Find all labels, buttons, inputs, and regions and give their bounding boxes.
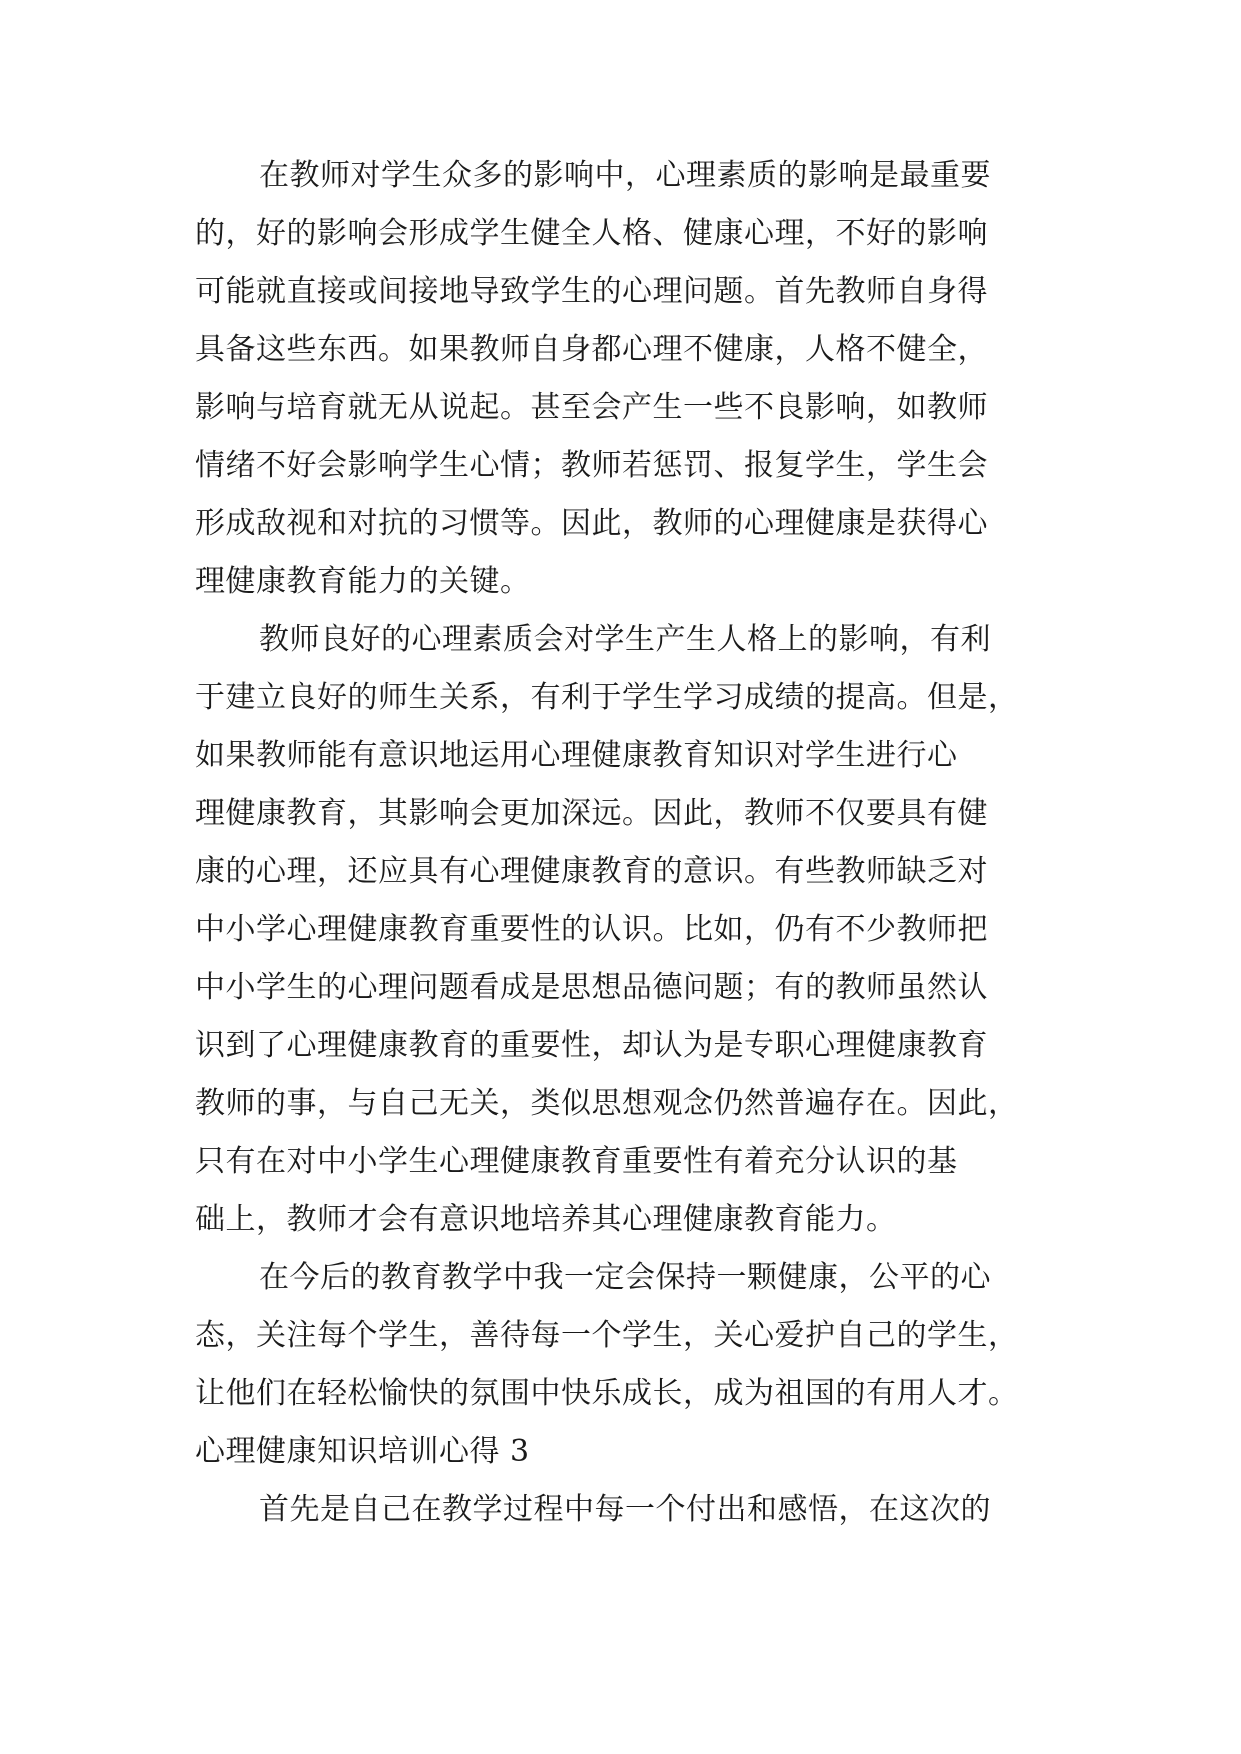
paragraph-1-line-1: 在教师对学生众多的影响中，心理素质的影响是最重要 [259,158,991,193]
paragraph-4-line-1: 首先是自己在教学过程中每一个付出和感悟，在这次的 [259,1492,991,1527]
paragraph-1-line-5: 影响与培育就无从说起。甚至会产生一些不良影响，如教师 [195,390,988,425]
paragraph-2-line-9: 教师的事，与自己无关，类似思想观念仍然普遍存在。因此， [195,1086,1019,1121]
paragraph-2-line-6: 中小学心理健康教育重要性的认识。比如，仍有不少教师把 [195,912,988,947]
paragraph-2-line-10: 只有在对中小学生心理健康教育重要性有着充分认识的基 [195,1144,958,1179]
paragraph-2-line-2: 于建立良好的师生关系，有利于学生学习成绩的提高。但是， [195,680,1019,715]
paragraph-1-line-2: 的，好的影响会形成学生健全人格、健康心理，不好的影响 [195,216,988,251]
paragraph-2-line-3: 如果教师能有意识地运用心理健康教育知识对学生进行心 [195,738,958,773]
paragraph-3-line-3: 让他们在轻松愉快的氛围中快乐成长，成为祖国的有用人才。 [195,1376,1019,1411]
paragraph-3-line-1: 在今后的教育教学中我一定会保持一颗健康，公平的心 [259,1260,991,1295]
paragraph-2-line-11: 础上，教师才会有意识地培养其心理健康教育能力。 [195,1202,897,1237]
section-heading: 心理健康知识培训心得 3 [195,1434,530,1469]
paragraph-1-line-7: 形成敌视和对抗的习惯等。因此，教师的心理健康是获得心 [195,506,988,541]
paragraph-1-line-6: 情绪不好会影响学生心情；教师若惩罚、报复学生，学生会 [195,448,988,483]
paragraph-1-line-8: 理健康教育能力的关键。 [195,564,531,599]
paragraph-1-line-3: 可能就直接或间接地导致学生的心理问题。首先教师自身得 [195,274,988,309]
paragraph-2-line-7: 中小学生的心理问题看成是思想品德问题；有的教师虽然认 [195,970,988,1005]
paragraph-2-line-1: 教师良好的心理素质会对学生产生人格上的影响，有利 [259,622,991,657]
paragraph-2-line-4: 理健康教育，其影响会更加深远。因此，教师不仅要具有健 [195,796,988,831]
paragraph-2-line-8: 识到了心理健康教育的重要性，却认为是专职心理健康教育 [195,1028,988,1063]
paragraph-2-line-5: 康的心理，还应具有心理健康教育的意识。有些教师缺乏对 [195,854,988,889]
paragraph-3-line-2: 态，关注每个学生，善待每一个学生，关心爱护自己的学生， [195,1318,1019,1353]
paragraph-1-line-4: 具备这些东西。如果教师自身都心理不健康，人格不健全， [195,332,988,367]
